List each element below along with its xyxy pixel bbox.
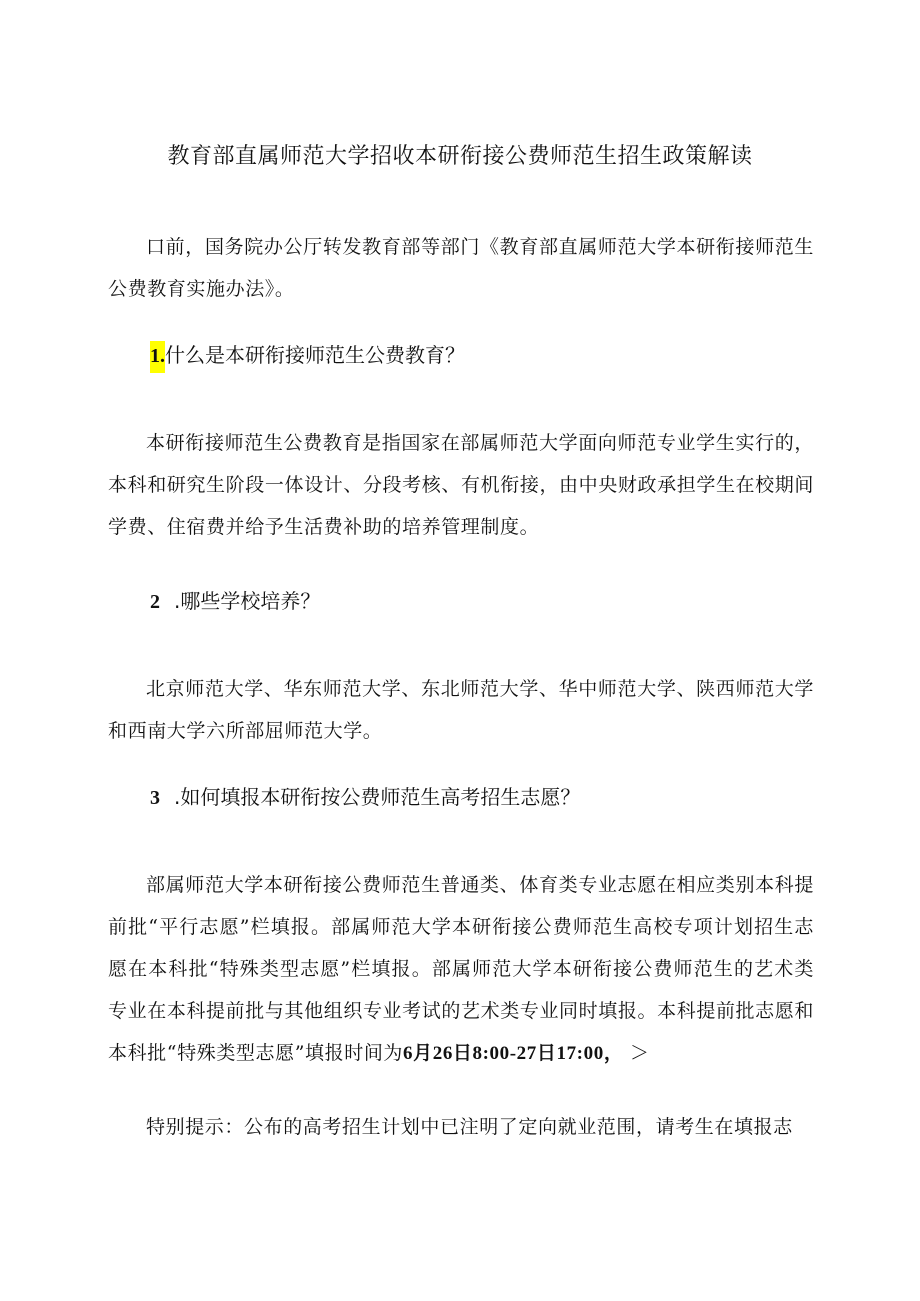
document-title: 教育部直属师范大学招收本研衔接公费师范生招生政策解读 — [167, 144, 753, 169]
intro-paragraph: 口前，国务院办公厅转发教育部等部门《教育部直属师范大学本研衔接师范生公费教育实施办法》。 — [108, 236, 814, 300]
question-3-text: .如何填报本研衔按公费师范生高考招生志愿？ — [174, 785, 581, 809]
answer-2-paragraph: 北京师范大学、华东师范大学、东北师范大学、华中师范大学、陕西师范大学和西南大学六所部屈师范大学。 — [108, 678, 814, 742]
answer-3-date: 6月26日8:00-27日17:00， — [403, 1043, 624, 1064]
answer-3-text: 部属师范大学本研衔接公费师范生普通类、体育类专业志愿在相应类别本科提前批“平行志愿”栏填报。部属师范大学本研衔接公费师范生高校专项计划招生志愿在本科批“特殊类型志愿”栏填报。部属师范大学本研衔接公费师范生的艺术类专业在本科提前批与其他组织专业考试的艺术类专业同时填报。本科提前批志愿和本科批“特殊类型志愿”填报时间为 — [108, 874, 814, 1064]
question-2-text: .哪些学校培养？ — [174, 589, 321, 613]
question-3-heading — [150, 782, 580, 813]
question-2-number: 2 — [150, 591, 160, 613]
answer-1-paragraph: 本研衔接师范生公费教育是指国家在部属师范大学面向师范专业学生实行的，本科和研究生阶段一体设计、分段考核、有机衔接，由中央财政承担学生在校期间学费、住宿费并给予生活费补助的培养管理制度。 — [108, 432, 814, 538]
question-2-heading — [150, 586, 320, 617]
note-paragraph: 特别提示：公布的高考招生计划中已注明了定向就业范围，请考生在填报志 — [146, 1116, 793, 1138]
answer-3-tail: ＞ — [623, 1042, 650, 1064]
question-1-text: 什么是本研衔接师范生公费教育？ — [165, 343, 465, 367]
question-1-heading — [150, 340, 465, 371]
question-3-number: 3 — [150, 787, 160, 809]
answer-3-paragraph — [108, 864, 814, 1075]
question-1-number: 1. — [150, 341, 165, 373]
